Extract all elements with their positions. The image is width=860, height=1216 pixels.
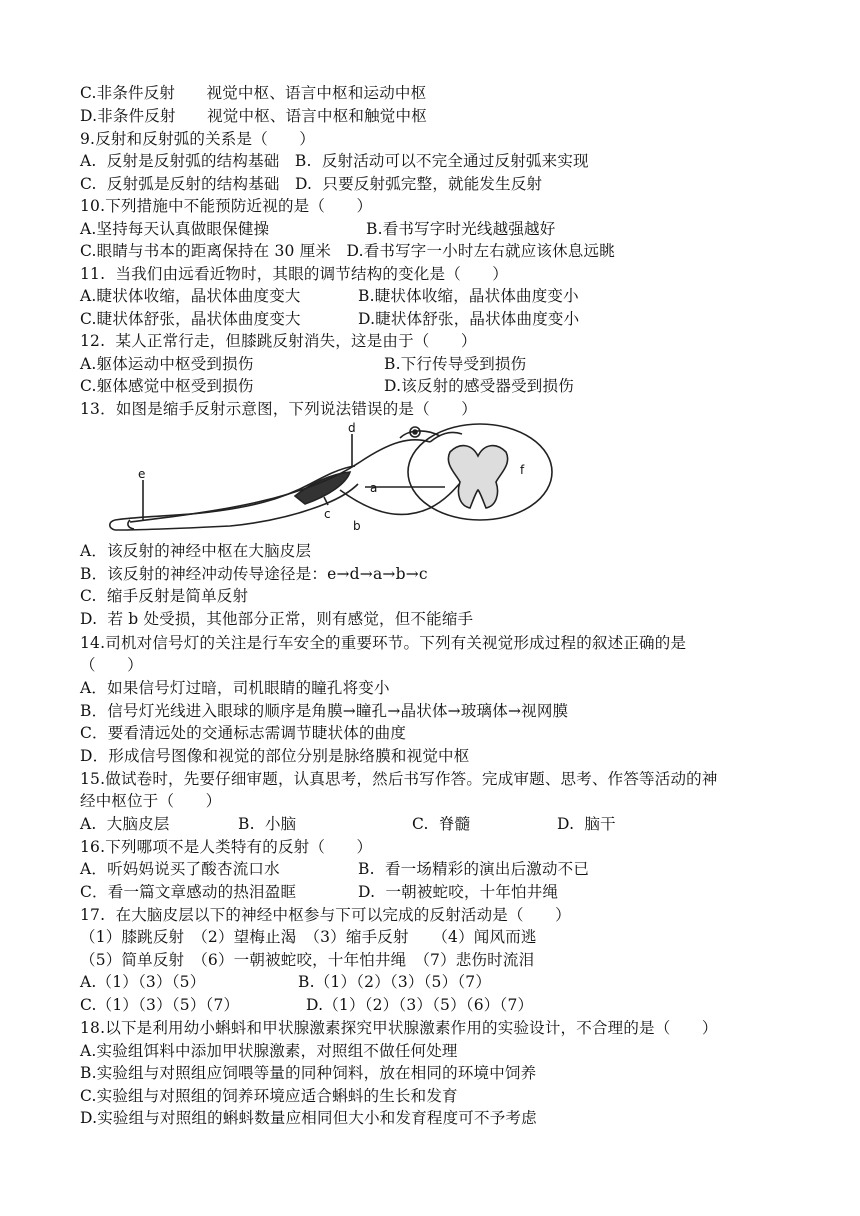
option-c: C. 脊髓 <box>412 815 471 833</box>
option-d: D. 若 b 处受损，其他部分正常，则有感觉，但不能缩手 <box>80 610 474 628</box>
question-14: 14.司机对信号灯的关注是行车安全的重要环节。下列有关视觉形成过程的叙述正确的是 <box>80 634 687 652</box>
option-a: A.坚持每天认真做眼保健操 <box>80 220 270 238</box>
option-d: D. 一朝被蛇咬，十年怕井绳 <box>358 883 559 901</box>
option-d: D.该反射的感受器受到损伤 <box>384 377 574 395</box>
question-17-items: （1）膝跳反射 （2）望梅止渴 （3）缩手反射 （4）闻风而逃 <box>80 928 537 946</box>
option-a: A. 大脑皮层 <box>80 815 170 833</box>
label-e: e <box>138 467 146 481</box>
hand-tip <box>110 520 115 530</box>
option-a: A．该反射的神经中枢在大脑皮层 <box>80 542 312 560</box>
question-16: 16.下列哪项不是人类特有的反射（ ） <box>80 838 373 856</box>
option-d: D.（1）（2）（3）（5）（6）（7） <box>306 996 534 1014</box>
label-d: d <box>348 421 356 435</box>
option-line: A. 反射是反射弧的结构基础 B. 反射活动可以不完全通过反射弧来实现 <box>80 152 589 170</box>
option-a: A.睫状体收缩，晶状体曲度变大 <box>80 287 301 305</box>
option-b: B.（1）（2）（3）（5）（7） <box>298 973 492 991</box>
option-line: D.非条件反射 视觉中枢、语言中枢和触觉中枢 <box>80 107 427 125</box>
option-a: A.（1）（3）（5） <box>80 973 206 991</box>
afferent-nerve <box>130 440 430 522</box>
option-b: B.下行传导受到损伤 <box>384 355 527 373</box>
question-15-cont: 经中枢位于（ ） <box>80 792 222 810</box>
option-line: C. 反射弧是反射的结构基础 D. 只要反射弧完整，就能发生反射 <box>80 175 543 193</box>
efferent-nerve <box>340 472 470 514</box>
option-b: B．该反射的神经冲动传导途径是：e→d→a→b→c <box>80 565 428 583</box>
option-b: B.睫状体收缩，晶状体曲度变小 <box>358 287 579 305</box>
question-18: 18.以下是利用幼小蝌蚪和甲状腺激素探究甲状腺激素作用的实验设计，不合理的是（ ） <box>80 1019 718 1037</box>
question-10: 10.下列措施中不能预防近视的是（ ） <box>80 197 373 215</box>
option-a: A.躯体运动中枢受到损伤 <box>80 355 254 373</box>
option-c: C.实验组与对照组的饲养环境应适合蝌蚪的生长和发育 <box>80 1087 458 1105</box>
option-c: C．看一篇文章感动的热泪盈眶 <box>80 883 297 901</box>
option-a: A．听妈妈说买了酸杏流口水 <box>80 860 280 878</box>
question-13: 13．如图是缩手反射示意图，下列说法错误的是（ ） <box>80 400 477 418</box>
option-c: C．要看清远处的交通标志需调节睫状体的曲度 <box>80 724 407 742</box>
option-line: C.眼睛与书本的距离保持在 30 厘米 D.看书写字一小时左右就应该休息远眺 <box>80 242 615 260</box>
question-9: 9.反射和反射弧的关系是（ ） <box>80 130 315 148</box>
option-b: B.看书写字时光线越强越好 <box>366 220 556 238</box>
question-12: 12. 某人正常行走，但膝跳反射消失，这是由于（ ） <box>80 332 477 350</box>
answer-paren: （ ） <box>80 656 143 674</box>
question-17: 17. 在大脑皮层以下的神经中枢参与下可以完成的反射活动是（ ） <box>80 906 571 924</box>
reflex-arc-figure <box>100 412 570 542</box>
label-a: a <box>370 481 378 495</box>
option-c: C.躯体感觉中枢受到损伤 <box>80 377 254 395</box>
option-d: D.睫状体舒张，晶状体曲度变小 <box>358 310 580 328</box>
option-c: C. 缩手反射是简单反射 <box>80 587 249 605</box>
question-17-items: （5）简单反射 （6）一朝被蛇咬，十年怕井绳 （7）悲伤时流泪 <box>80 951 535 969</box>
option-d: D.实验组与对照组的蝌蚪数量应相同但大小和发育程度可不予考虑 <box>80 1109 537 1127</box>
option-b: B. 小脑 <box>238 815 297 833</box>
option-line: C.非条件反射 视觉中枢、语言中枢和运动中枢 <box>80 84 427 102</box>
option-b: B. 看一场精彩的演出后激动不已 <box>358 860 590 878</box>
option-b: B.实验组与对照组应饲喂等量的同种饲料，放在相同的环境中饲养 <box>80 1064 537 1082</box>
option-a: A.实验组饵料中添加甲状腺激素，对照组不做任何处理 <box>80 1042 458 1060</box>
grey-matter <box>448 446 507 508</box>
option-c: C.睫状体舒张，晶状体曲度变大 <box>80 310 301 328</box>
option-d: D. 脑干 <box>557 815 616 833</box>
option-d: D．形成信号图像和视觉的部位分别是脉络膜和视觉中枢 <box>80 747 470 765</box>
question-11: 11. 当我们由远看近物时，其眼的调节结构的变化是（ ） <box>80 265 509 283</box>
option-b: B．信号灯光线进入眼球的顺序是角膜→瞳孔→晶状体→玻璃体→视网膜 <box>80 702 569 720</box>
option-c: C.（1）（3）（5）（7） <box>80 996 240 1014</box>
label-c: c <box>324 507 331 521</box>
option-a: A．如果信号灯过暗，司机眼睛的瞳孔将变小 <box>80 679 390 697</box>
question-15: 15.做试卷时，先要仔细审题，认真思考，然后书写作答。完成审题、思考、作答等活动的神 <box>80 770 718 788</box>
label-b: b <box>353 519 361 533</box>
label-f: f <box>520 463 525 477</box>
